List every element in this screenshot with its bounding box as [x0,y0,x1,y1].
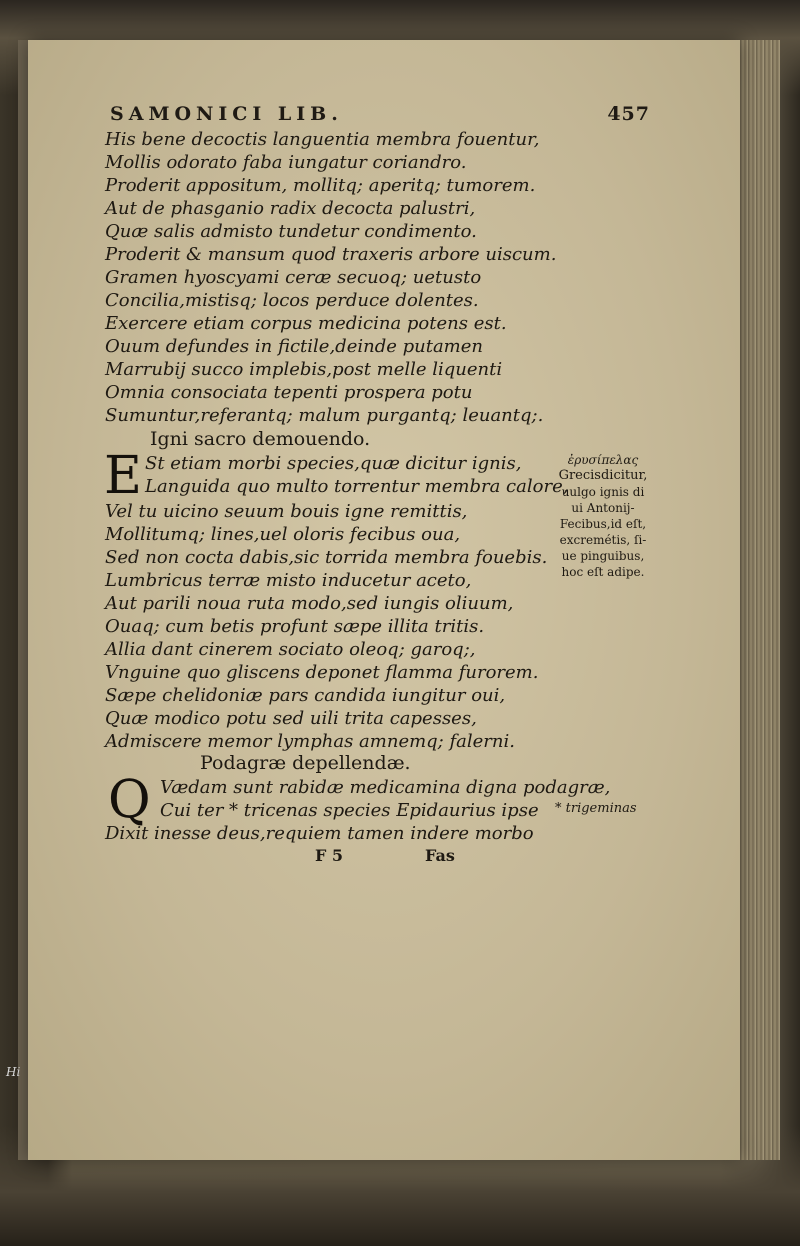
verse-line: Languida quo multo torrentur membra calore, [145,476,569,497]
drop-capital-e: E [104,446,142,506]
binding-edge [18,40,28,1160]
section-heading-igni: Igni sacro demouendo. [150,428,371,450]
marginal-note-trigeminas: * trigeminas [555,801,637,816]
verse-line: Vædam sunt rabidæ medicamina digna podagræ, [160,777,611,798]
verse-line: Allia dant cinerem sociato oleoq; garoq;, [105,639,476,660]
catchword: Fas [425,846,455,865]
gloss-line: hoc eſt adipe. [561,565,645,579]
signature-mark: F 5 [315,846,344,865]
verse-line: Ouum defundes in fictile,deinde putamen [105,336,483,357]
verse-line: Cui ter * tricenas species Epidaurius ipse [160,800,539,821]
verse-line: Vel tu uicino seuum bouis igne remittis, [105,501,468,522]
gloss-line: Grecisdicitur, [558,468,648,483]
gloss-line: ue pinguibus, [561,549,645,563]
running-title: SAMONICI LIB. [110,103,343,125]
verse-line: His bene decoctis languentia membra fouentur, [105,129,540,150]
verse-line: Quæ modico potu sed uili trita capesses, [105,708,477,729]
verse-line: Marrubij succo implebis,post melle liquenti [105,359,503,380]
verse-line: Dixit inesse deus,requiem tamen indere morbo [105,823,534,844]
drop-capital-q: Q [108,770,151,830]
gloss-line: ἐρυσίπελας [567,453,639,467]
verse-line: Proderit appositum, mollitq; aperitq; tumorem. [105,175,536,196]
margin-mark: Hi [6,1065,21,1079]
verse-line: Omnia consociata tepenti prospera potu [105,382,473,403]
gloss-line: uulgo ignis di [561,485,645,499]
page-number: 457 [607,103,650,125]
verse-line: Aut de phasganio radix decocta palustri, [105,198,476,219]
verse-line: Proderit & mansum quod traxeris arbore uiscum. [105,244,557,265]
gloss-line: excremétis, ſi- [559,533,647,547]
verse-line: Quæ salis admisto tundetur condimento. [105,221,477,242]
verse-line: Sumuntur,referantq; malum purgantq; leuantq;. [105,405,544,426]
page-stack-edge [740,40,780,1160]
verse-line: Aut parili noua ruta modo,sed iungis oliuum, [105,593,514,614]
verse-line: Mollitumq; lines,uel oloris fecibus oua, [105,524,461,545]
verse-line: Exercere etiam corpus medicina potens est. [105,313,507,334]
verse-line: Ouaq; cum betis profunt sæpe illita tritis. [105,616,485,637]
section-heading-podagrae: Podagræ depellendæ. [200,752,411,774]
verse-line: Gramen hyoscyami ceræ secuoq; uetusto [105,267,482,288]
marginal-gloss [543,452,663,580]
verse-line: Sed non cocta dabis,sic torrida membra fouebis. [105,547,548,568]
gloss-line: Fecibus,id eſt, [559,517,647,531]
verse-line: Sæpe chelidoniæ pars candida iungitur oui, [105,685,506,706]
verse-line: Mollis odorato faba iungatur coriandro. [105,152,467,173]
verse-line: Admiscere memor lymphas amnemq; falerni. [105,731,515,752]
running-header [110,103,650,125]
verse-line: St etiam morbi species,quæ dicitur ignis, [145,453,522,474]
gloss-line: ui Antonij- [571,501,635,515]
verse-line: Vnguine quo gliscens deponet flamma furorem. [105,662,539,683]
verse-line: Concilia,mistisq; locos perduce dolentes. [105,290,479,311]
verse-line: Lumbricus terræ misto inducetur aceto, [105,570,472,591]
